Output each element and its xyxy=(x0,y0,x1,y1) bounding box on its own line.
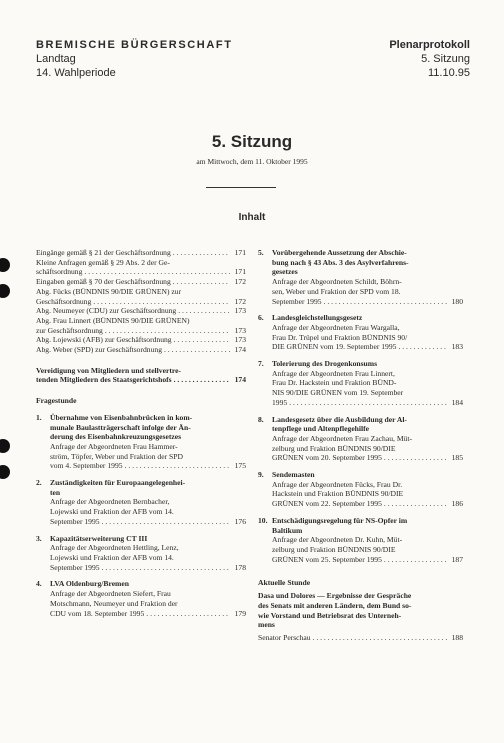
toc-entry-text: GRÜNEN vom 20. September 1995 xyxy=(272,453,382,463)
question-body xyxy=(272,359,463,408)
toc-text-line: Anfrage der Abgeordneten Siefert, Frau xyxy=(50,589,171,599)
toc-text-line: Anfrage der Abgeordneten Schildt, Böhrn- xyxy=(272,277,402,287)
toc-text-line: NIS 90/DIE GRÜNEN vom 19. September xyxy=(272,388,404,398)
toc-text-line: Anfrage der Abgeordneten Frau Wargalla, xyxy=(272,322,400,332)
toc-text-line: Frau Dr. Hackstein und Fraktion BÜND- xyxy=(272,378,397,388)
question-item xyxy=(36,534,246,573)
question-number: 2. xyxy=(36,478,42,488)
toc-entry-line xyxy=(50,609,246,619)
toc-text-line: Anfrage der Abgeordneten Frau Zachau, Müt- xyxy=(272,433,413,443)
toc-entry-line xyxy=(272,453,463,463)
toc-entry-text: September 1995 xyxy=(50,562,100,572)
question-body xyxy=(272,313,463,352)
dot-leader xyxy=(384,555,447,565)
dot-leader xyxy=(178,306,230,316)
toc-entry-text: Abg. Lojewski (AFB) zur Geschäftsordnung xyxy=(36,335,172,345)
toc-page-number: 187 xyxy=(451,554,463,564)
toc-entry-text: GRÜNEN vom 22. September 1995 xyxy=(272,499,382,509)
toc-page-number: 174 xyxy=(234,375,246,385)
toc-entry-line xyxy=(258,633,463,643)
toc-text-line: Frau Dr. Trüpel und Fraktion BÜNDNIS 90/ xyxy=(272,332,408,342)
toc-page-number: 173 xyxy=(234,306,246,316)
toc-text-line: derung des Eisenbahnkreuzungsgesetzes xyxy=(50,432,182,442)
dot-leader xyxy=(384,499,447,509)
punch-hole xyxy=(0,465,10,479)
toc-text-line: ström, Töpfer, Weber und Fraktion der SPD xyxy=(50,451,183,461)
toc-entry-text: Geschäftsordnung xyxy=(36,296,92,306)
question-body xyxy=(272,470,463,509)
dot-leader xyxy=(173,277,230,287)
dot-leader xyxy=(105,326,230,336)
toc-text-line: Motschmann, Neumeyer und Fraktion der xyxy=(50,598,178,608)
question-item xyxy=(258,415,463,464)
question-body xyxy=(50,413,246,471)
toc-text-line: Lojewski und Fraktion der AFB vom 14. xyxy=(50,552,174,562)
dot-leader xyxy=(324,297,447,307)
toc-text-line: Landesgesetz über die Ausbildung der Al- xyxy=(272,414,407,424)
toc-entry-text: tenden Mitgliedern des Staatsgerichtshofs xyxy=(36,375,172,385)
question-number: 5. xyxy=(258,248,264,257)
toc-entry xyxy=(36,366,246,385)
toc-text-line: Entschädigungsregelung für NS-Opfer im xyxy=(272,515,408,525)
toc-page-number: 173 xyxy=(234,325,246,335)
toc-page-number: 186 xyxy=(451,499,463,509)
question-body xyxy=(50,534,246,573)
dot-leader xyxy=(102,517,230,527)
toc-text-line: zelburg und Fraktion BÜNDNIS 90/DIE xyxy=(272,544,396,554)
toc-text-line: tenpflege und Altenpflegehilfe xyxy=(272,424,370,434)
question-item xyxy=(36,478,246,527)
page-subtitle: am Mittwoch, dem 11. Oktober 1995 xyxy=(196,157,308,166)
toc-entry-text: Eingaben gemäß § 70 der Geschäftsordnung xyxy=(36,277,171,287)
toc-text-line: Dasa und Dolores — Ergebnisse der Gespräche xyxy=(258,591,412,601)
question-item xyxy=(36,413,246,471)
dot-leader xyxy=(93,297,230,307)
question-item xyxy=(36,579,246,618)
doc-type: Plenarprotokoll xyxy=(389,39,470,51)
toc-page-number: 174 xyxy=(234,345,246,355)
toc-entry-line xyxy=(36,326,246,336)
dot-leader xyxy=(174,375,230,385)
toc-entry-line xyxy=(36,375,246,385)
header-right xyxy=(389,38,470,80)
toc-entry-line xyxy=(272,555,463,565)
toc-entry-text: schäftsordnung xyxy=(36,267,83,277)
toc-page-number: 175 xyxy=(234,461,246,471)
question-item xyxy=(258,313,463,352)
toc-text-line: Abg. Fücks (BÜNDNIS 90/DIE GRÜNEN) zur xyxy=(36,286,182,296)
question-body xyxy=(272,516,463,565)
header-left xyxy=(36,38,233,80)
toc-text-line: Übernahme von Eisenbahnbrücken in kom- xyxy=(50,412,193,422)
toc-text-line: Anfrage der Abgeordneten Fücks, Frau Dr. xyxy=(272,479,403,489)
toc-text-line: Anfrage der Abgeordneten Hettling, Lenz, xyxy=(50,543,179,553)
toc-text-line: bung nach § 43 Abs. 3 des Asylverfahrens- xyxy=(272,257,409,267)
session-date: 11.10.95 xyxy=(427,67,470,79)
toc-text-line: Anfrage der Abgeordneten Frau Linnert, xyxy=(272,368,395,378)
punch-hole xyxy=(0,439,10,453)
dot-leader xyxy=(174,335,230,345)
toc-left-column xyxy=(36,248,246,618)
spacer xyxy=(258,306,463,313)
toc-page-number: 185 xyxy=(451,453,463,463)
toc-page-number: 178 xyxy=(234,562,246,572)
legislative-period: 14. Wahlperiode xyxy=(36,67,116,79)
aktuelle-stunde-heading: Aktuelle Stunde xyxy=(258,578,311,588)
toc-entry-text: September 1995 xyxy=(272,296,322,306)
dot-leader xyxy=(102,563,230,573)
fragestunde-heading: Fragestunde xyxy=(36,396,77,406)
dot-leader xyxy=(164,345,230,355)
spacer xyxy=(258,509,463,516)
toc-entry-text: CDU vom 18. September 1995 xyxy=(50,608,145,618)
org-name: BREMISCHE BÜRGERSCHAFT xyxy=(36,39,233,51)
toc-text-line: zelburg und Fraktion BÜNDNIS 90/DIE xyxy=(272,443,396,453)
toc-text-line: LVA Oldenburg/Bremen xyxy=(50,579,129,589)
toc-entry-line xyxy=(36,297,246,307)
toc-entry-text: DIE GRÜNEN vom 19. September 1995 xyxy=(272,342,397,352)
dot-leader xyxy=(173,248,230,258)
toc-page-number: 172 xyxy=(234,277,246,287)
toc-text-line: Zuständigkeiten für Europaangelegenhei- xyxy=(50,478,186,488)
spacer xyxy=(258,408,463,415)
toc-page-number: 180 xyxy=(451,296,463,306)
toc-text-line: Lojewski und Fraktion der AFB vom 14. xyxy=(50,507,174,517)
toc-entry-line xyxy=(272,398,463,408)
question-number: 1. xyxy=(36,412,42,422)
toc-entry xyxy=(36,277,246,287)
toc-entry-line xyxy=(36,248,246,258)
toc-entry-text: September 1995 xyxy=(50,516,100,526)
toc-entry-line xyxy=(50,517,246,527)
toc-text-line: des Senats mit anderen Ländern, dem Bund so- xyxy=(258,600,412,610)
question-number: 4. xyxy=(36,579,42,589)
spacer xyxy=(36,355,246,366)
toc-text-line: sen, Weber und Fraktion der SPD vom 18. xyxy=(272,286,401,296)
toc-entry xyxy=(36,248,246,258)
question-item xyxy=(258,248,463,306)
title-divider xyxy=(206,187,276,188)
section-heading: Inhalt xyxy=(238,212,266,223)
toc-entry-text: Eingänge gemäß § 21 der Geschäftsordnung xyxy=(36,248,171,257)
toc-text-line: Tolerierung des Drogenkonsums xyxy=(272,359,378,369)
toc-page-number: 176 xyxy=(234,516,246,526)
question-number: 10. xyxy=(258,515,268,525)
spacer xyxy=(36,572,246,579)
toc-text-line: Abg. Frau Linnert (BÜNDNIS 90/DIE GRÜNEN) xyxy=(36,315,190,325)
toc-text-line: Sendemasten xyxy=(272,470,315,480)
toc-page-number: 184 xyxy=(451,397,463,407)
toc-entry-line xyxy=(50,461,246,471)
question-item xyxy=(258,470,463,509)
toc-page-number: 172 xyxy=(234,296,246,306)
toc-entry-line xyxy=(36,335,246,345)
toc-entry xyxy=(36,306,246,316)
toc-page-number: 173 xyxy=(234,335,246,345)
dot-leader xyxy=(313,633,447,643)
question-number: 3. xyxy=(36,533,42,543)
question-body xyxy=(50,579,246,618)
toc-text-line: Landesgleichstellungsgesetz xyxy=(272,313,363,323)
toc-entry-line xyxy=(50,563,246,573)
toc-entry-text: GRÜNEN vom 25. September 1995 xyxy=(272,554,382,564)
spacer xyxy=(36,471,246,478)
toc-entry xyxy=(36,316,246,335)
session-label: 5. Sitzung xyxy=(421,53,470,65)
toc-text-line: Hackstein und Fraktion BÜNDNIS 90/DIE xyxy=(272,489,404,499)
spacer xyxy=(258,564,463,571)
question-number: 7. xyxy=(258,359,264,369)
toc-page-number: 188 xyxy=(451,632,463,642)
question-body xyxy=(272,248,463,306)
question-number: 8. xyxy=(258,414,264,424)
toc-entry xyxy=(36,287,246,306)
dot-leader xyxy=(384,453,447,463)
toc-entry-text: Senator Perschau xyxy=(258,632,311,642)
question-item xyxy=(258,516,463,565)
toc-entry-text: Abg. Weber (SPD) zur Geschäftsordnung xyxy=(36,345,162,355)
toc-text-line: Vereidigung von Mitgliedern und stellvertre- xyxy=(36,365,181,375)
question-item xyxy=(258,359,463,408)
dot-leader xyxy=(146,609,230,619)
dot-leader xyxy=(84,267,230,277)
toc-text-line: Baltikum xyxy=(272,525,303,535)
toc-text-line: Anfrage der Abgeordneten Bernbacher, xyxy=(50,497,170,507)
toc-entry-line xyxy=(36,277,246,287)
toc-entry-text: 1995 xyxy=(272,397,288,407)
spacer xyxy=(258,352,463,359)
question-number: 6. xyxy=(258,313,264,323)
toc-text-line: wie Vorstand und Betriebsrat des Unterneh- xyxy=(258,610,402,620)
punch-hole xyxy=(0,284,10,298)
punch-hole xyxy=(0,258,10,272)
toc-entry-line xyxy=(272,499,463,509)
toc-text-line: Vorübergehende Aussetzung der Abschie- xyxy=(272,248,407,257)
body-name: Landtag xyxy=(36,53,76,65)
spacer xyxy=(36,527,246,534)
question-number: 9. xyxy=(258,470,264,480)
toc-entry xyxy=(36,345,246,355)
toc-entry-line xyxy=(36,267,246,277)
toc-entry-line xyxy=(272,342,463,352)
toc-entry-line xyxy=(36,306,246,316)
toc-text-line: Anfrage der Abgeordneten Dr. Kuhn, Müt- xyxy=(272,535,403,545)
toc-right-column xyxy=(258,248,463,643)
dot-leader xyxy=(289,398,447,408)
toc-text-line: ten xyxy=(50,487,61,497)
toc-page-number: 171 xyxy=(234,267,246,277)
spacer xyxy=(258,571,463,578)
toc-text-line: mens xyxy=(258,620,275,630)
toc-entry-line xyxy=(272,297,463,307)
spacer xyxy=(258,463,463,470)
question-body xyxy=(272,415,463,464)
toc-text-line: gesetzes xyxy=(272,267,298,277)
toc-page-number: 171 xyxy=(234,248,246,257)
toc-entry-text: zur Geschäftsordnung xyxy=(36,325,103,335)
toc-page-number: 179 xyxy=(234,608,246,618)
toc-text-line: Kleine Anfragen gemäß § 29 Abs. 2 der Ge- xyxy=(36,257,170,267)
spacer xyxy=(36,385,246,396)
toc-entry-line xyxy=(36,345,246,355)
dot-leader xyxy=(398,342,447,352)
toc-text-line: Anfrage der Abgeordneten Frau Hammer- xyxy=(50,441,178,451)
toc-entry xyxy=(36,258,246,277)
toc-text-line: Kapazitätserweiterung CT III xyxy=(50,533,148,543)
toc-entry-text: vom 4. September 1995 xyxy=(50,461,123,471)
dot-leader xyxy=(125,461,230,471)
toc-entry-text: Abg. Neumeyer (CDU) zur Geschäftsordnung xyxy=(36,306,177,316)
toc-entry xyxy=(36,335,246,345)
spacer xyxy=(36,406,246,413)
toc-text-line: munale Baulastträgerschaft infolge der Än- xyxy=(50,422,191,432)
question-body xyxy=(50,478,246,527)
page-title: 5. Sitzung xyxy=(211,132,293,151)
toc-page-number: 183 xyxy=(451,342,463,352)
